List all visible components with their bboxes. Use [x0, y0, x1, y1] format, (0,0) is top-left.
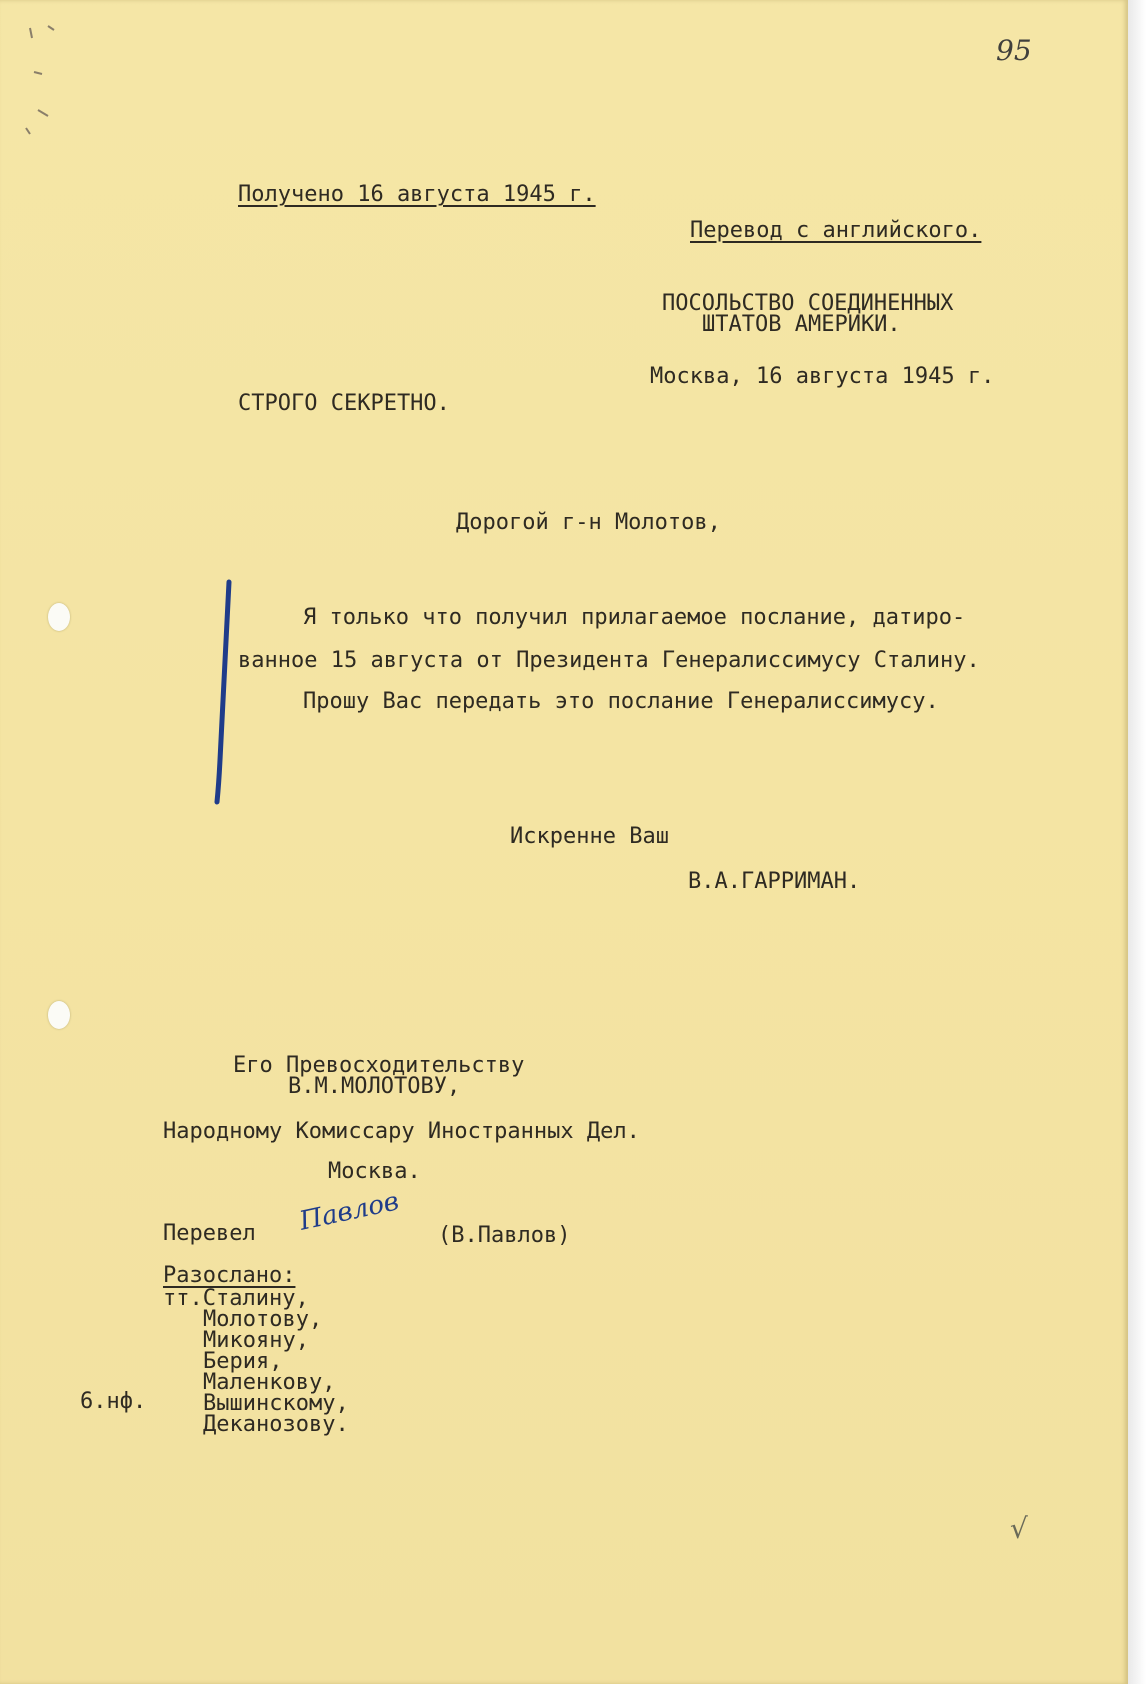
addressee-line-4: Москва. — [328, 1159, 421, 1184]
embassy-line-1: ПОСОЛЬСТВО СОЕДИНЕННЫХ — [662, 291, 954, 316]
translator-name: (В.Павлов) — [438, 1223, 571, 1248]
addressee-line-2: В.М.МОЛОТОВУ, — [288, 1074, 461, 1099]
distribution-recipient: Микояну, — [203, 1328, 309, 1353]
copies-note: 6.нф. — [80, 1389, 147, 1414]
distribution-heading: Разослано: — [163, 1263, 296, 1288]
salutation: Дорогой г-н Молотов, — [456, 510, 721, 535]
embassy-line-2: ШТАТОВ АМЕРИКИ. — [702, 312, 901, 337]
body-line-3: Прошу Вас передать это послание Генералиссимусу. — [303, 689, 939, 714]
received-date: Получено 16 августа 1945 г. — [238, 182, 596, 207]
translator-label: Перевел — [163, 1221, 256, 1246]
body-line-1: Я только что получил прилагаемое послание, датиро- — [303, 605, 966, 630]
blue-pencil-margin-line — [0, 0, 260, 820]
signer-name: В.А.ГАРРИМАН. — [688, 869, 861, 894]
distribution-recipient: Берия, — [203, 1349, 283, 1374]
body-line-2: ванное 15 августа от Президента Генералиссимусу Сталину. — [238, 648, 980, 673]
addressee-line-1: Его Превосходительству — [233, 1053, 525, 1078]
distribution-recipient: Маленкову, — [203, 1370, 336, 1395]
distribution-recipient: Деканозову. — [203, 1412, 349, 1437]
translator-signature: Павлов — [296, 1186, 402, 1237]
distribution-recipient: Молотову, — [203, 1307, 323, 1332]
page-number: 95 — [996, 34, 1032, 67]
distribution-recipient: Вышинскому, — [203, 1391, 349, 1416]
addressee-line-3: Народному Комиссару Иностранных Дел. — [163, 1119, 640, 1144]
closing: Искренне Ваш — [510, 824, 669, 849]
checkmark: √ — [1010, 1512, 1028, 1545]
translation-note: Перевод с английского. — [690, 218, 982, 243]
scan-edge — [1128, 0, 1146, 1684]
place-date: Москва, 16 августа 1945 г. — [650, 364, 995, 389]
distribution-recipient: тт.Сталину, — [163, 1286, 309, 1311]
punch-hole-bottom — [48, 1001, 70, 1029]
classification: СТРОГО СЕКРЕТНО. — [238, 391, 450, 416]
